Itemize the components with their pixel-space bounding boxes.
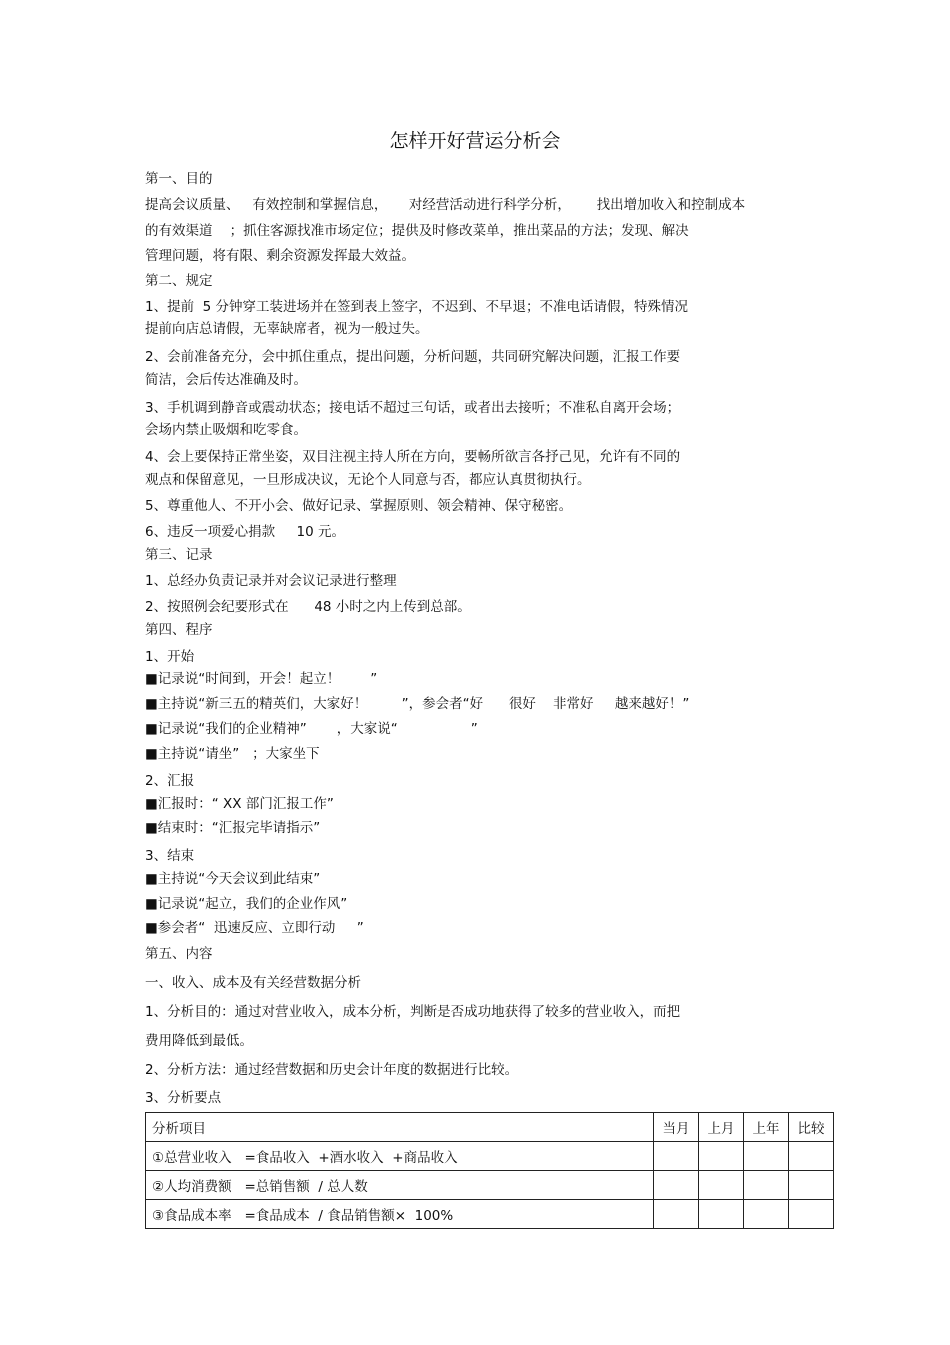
text-line: 第四、程序 bbox=[145, 622, 213, 638]
text-line: 3、结束 bbox=[145, 848, 195, 864]
text-line: 1、分析目的：通过对营业收入，成本分析，判断是否成功地获得了较多的营业收入，而把 bbox=[145, 1004, 681, 1020]
column-header: 比较 bbox=[789, 1113, 834, 1142]
text-line: 观点和保留意见，一旦形成决议，无论个人同意与否，都应认真贯彻执行。 bbox=[145, 472, 591, 488]
text-line: 费用降低到最低。 bbox=[145, 1033, 253, 1049]
text-line: ■主持说“请坐” ；大家坐下 bbox=[145, 746, 320, 762]
table-cell bbox=[699, 1142, 744, 1171]
text-line: 1、总经办负责记录并对会议记录进行整理 bbox=[145, 573, 397, 589]
table-cell bbox=[654, 1200, 699, 1229]
text-line: 4、会上要保持正常坐姿，双目注视主持人所在方向，要畅所欲言各抒己见，允许有不同的 bbox=[145, 449, 681, 465]
table-cell: ②人均消费额 =总销售额 / 总人数 bbox=[146, 1171, 654, 1200]
text-line: ■参会者“ 迅速反应、立即行动 ” bbox=[145, 920, 364, 936]
text-line: 一、收入、成本及有关经营数据分析 bbox=[145, 975, 361, 991]
table-cell bbox=[699, 1171, 744, 1200]
text-line: 1、开始 bbox=[145, 649, 195, 665]
table-header-row bbox=[146, 1113, 834, 1142]
table-row bbox=[146, 1171, 834, 1200]
text-line: ■记录说“我们的企业精神” ，大家说“ ” bbox=[145, 721, 478, 737]
column-header: 分析项目 bbox=[146, 1113, 654, 1142]
text-line: 2、汇报 bbox=[145, 773, 195, 789]
text-line: 5、尊重他人、不开小会、做好记录、掌握原则、领会精神、保守秘密。 bbox=[145, 498, 573, 514]
analysis-table bbox=[145, 1112, 834, 1229]
text-line: 第五、内容 bbox=[145, 946, 213, 962]
table-cell bbox=[654, 1171, 699, 1200]
table-row bbox=[146, 1142, 834, 1171]
text-line: 3、手机调到静音或震动状态；接电话不超过三句话，或者出去接听；不准私自离开会场； bbox=[145, 400, 681, 416]
text-line: ■记录说“时间到，开会！起立！ ” bbox=[145, 671, 378, 687]
table-cell: ③食品成本率 =食品成本 / 食品销售额× 100% bbox=[146, 1200, 654, 1229]
text-line: 简洁，会后传达准确及时。 bbox=[145, 372, 307, 388]
table-cell bbox=[744, 1142, 789, 1171]
text-line: 第一、目的 bbox=[145, 171, 213, 187]
text-line: 2、分析方法：通过经营数据和历史会计年度的数据进行比较。 bbox=[145, 1062, 519, 1078]
table-cell bbox=[789, 1200, 834, 1229]
text-line: ■结束时：“汇报完毕请指示” bbox=[145, 820, 321, 836]
column-header: 上年 bbox=[744, 1113, 789, 1142]
text-line: 第二、规定 bbox=[145, 273, 213, 289]
table-cell bbox=[699, 1200, 744, 1229]
text-line: 的有效渠道 ；抓住客源找准市场定位；提供及时修改菜单，推出菜品的方法；发现、解决 bbox=[145, 223, 689, 239]
text-line: 6、违反一项爱心捐款 10 元。 bbox=[145, 524, 346, 540]
text-line: 2、会前准备充分，会中抓住重点，提出问题，分析问题，共同研究解决问题，汇报工作要 bbox=[145, 349, 681, 365]
column-header: 上月 bbox=[699, 1113, 744, 1142]
text-line: 3、分析要点 bbox=[145, 1090, 222, 1106]
column-header: 当月 bbox=[654, 1113, 699, 1142]
table-cell: ①总营业收入 =食品收入 +酒水收入 +商品收入 bbox=[146, 1142, 654, 1171]
page-title: 怎样开好营运分析会 bbox=[389, 130, 561, 152]
table-cell bbox=[654, 1142, 699, 1171]
text-line: 第三、记录 bbox=[145, 547, 213, 563]
text-line: 管理问题，将有限、剩余资源发挥最大效益。 bbox=[145, 248, 415, 264]
table-cell bbox=[744, 1171, 789, 1200]
table-row bbox=[146, 1200, 834, 1229]
text-line: 会场内禁止吸烟和吃零食。 bbox=[145, 422, 307, 438]
text-line: ■主持说“今天会议到此结束” bbox=[145, 871, 321, 887]
table-cell bbox=[789, 1142, 834, 1171]
text-line: ■汇报时：“ XX 部门汇报工作” bbox=[145, 796, 334, 812]
table-cell bbox=[789, 1171, 834, 1200]
text-line: ■主持说“新三五的精英们，大家好！ ”，参会者“好 很好 非常好 越来越好！” bbox=[145, 696, 690, 712]
text-line: 1、提前 5 分钟穿工装进场并在签到表上签字，不迟到、不早退；不准电话请假，特殊情况 bbox=[145, 299, 689, 315]
text-line: 提高会议质量、 有效控制和掌握信息， 对经营活动进行科学分析， 找出增加收入和控制成本 bbox=[145, 197, 746, 213]
table-cell bbox=[744, 1200, 789, 1229]
text-line: 2、按照例会纪要形式在 48 小时之内上传到总部。 bbox=[145, 599, 471, 615]
text-line: ■记录说“起立，我们的企业作风” bbox=[145, 896, 348, 912]
text-line: 提前向店总请假，无辜缺席者，视为一般过失。 bbox=[145, 321, 429, 337]
